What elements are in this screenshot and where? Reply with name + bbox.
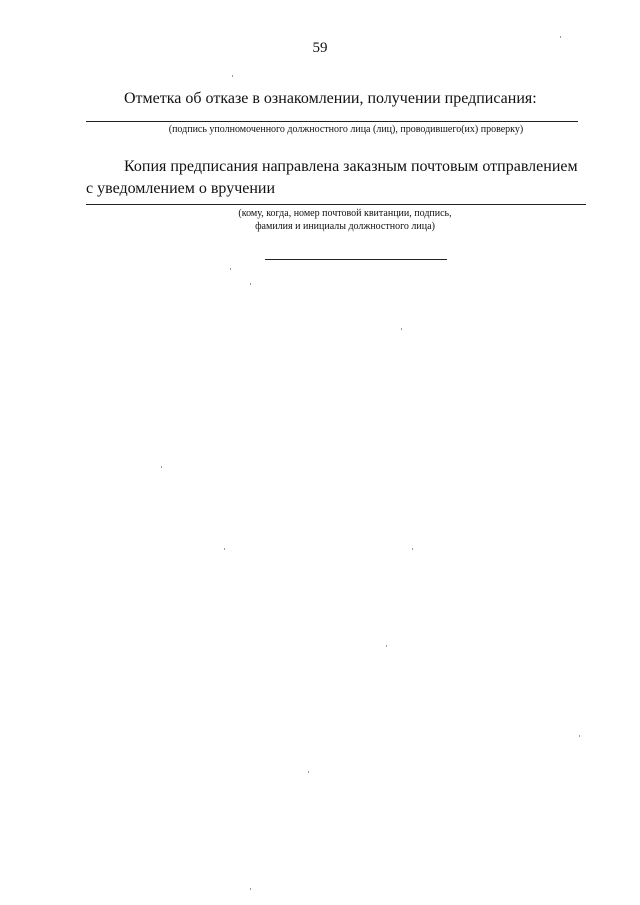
mailing-caption-line-2: фамилия и инициалы должностного лица) [255, 221, 435, 232]
scan-speck [560, 36, 561, 38]
scan-speck [230, 268, 231, 270]
scan-speck [250, 888, 251, 890]
scan-speck [579, 735, 580, 737]
scan-speck [250, 283, 251, 285]
scan-speck [232, 75, 233, 77]
mailing-caption [200, 207, 490, 233]
scan-speck [161, 466, 162, 468]
signature-line [86, 121, 578, 122]
refusal-heading: Отметка об отказе в ознакомлении, получении предписания: [124, 90, 537, 107]
mailing-paragraph-text: Копия предписания направлена заказным почтовым отправлением с уведомлением о вручении [86, 158, 578, 197]
mailing-paragraph [86, 156, 586, 200]
mailing-caption-line-1: (кому, когда, номер почтовой квитанции, подпись, [238, 208, 452, 219]
page-number: 59 [312, 40, 328, 56]
signature-caption: (подпись уполномоченного должностного лица (лиц), проводившего(их) проверку) [168, 124, 524, 135]
scan-speck [224, 548, 225, 550]
scan-speck [412, 548, 413, 550]
mailing-details-line [86, 204, 586, 205]
scan-speck [386, 645, 387, 647]
scan-speck [308, 771, 309, 773]
short-signature-line [265, 259, 447, 260]
scan-speck [401, 328, 402, 330]
